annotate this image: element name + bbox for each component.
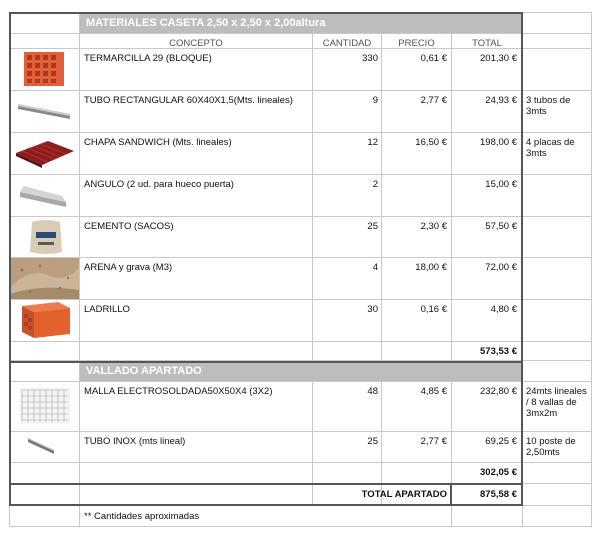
row-inox-note: 10 poste de 2,50mts (526, 436, 576, 458)
row-cemento-concepto: CEMENTO (SACOS) (84, 221, 174, 232)
row-malla-precio: 4,85 € (420, 386, 447, 397)
section1-frame (9, 12, 523, 363)
header-precio: PRECIO (398, 38, 435, 49)
row-chapa-precio: 16,50 € (415, 137, 447, 148)
row-malla-concepto: MALLA ELECTROSOLDADA50X50X4 (3X2) (84, 386, 273, 397)
row-inox-concepto: TUBO INOX (mts lineal) (84, 436, 186, 447)
grand-total-frame (9, 483, 523, 506)
row-arena-precio: 18,00 € (415, 262, 447, 273)
row-malla-cantidad: 48 (367, 386, 378, 397)
row-chapa-total: 198,00 € (480, 137, 517, 148)
footnote: ** Cantidades aproximadas (84, 511, 200, 522)
row-malla-total: 232,80 € (480, 386, 517, 397)
row-malla-note: 24mts lineales / 8 vallas de 3mx2m (526, 386, 587, 419)
header-concepto: CONCEPTO (169, 38, 223, 49)
row-arena-total: 72,00 € (485, 262, 517, 273)
row-inox-cantidad: 25 (367, 436, 378, 447)
row-angulo-concepto: ANGULO (2 ud. para hueco puerta) (84, 179, 234, 190)
subtotal-materiales: 573,53 € (480, 346, 517, 357)
row-tubo-rect-concepto: TUBO RECTANGULAR 60X40X1,5(Mts. lineales) (84, 95, 293, 106)
row-cemento-total: 57,50 € (485, 221, 517, 232)
row-arena-cantidad: 4 (372, 262, 378, 273)
row-angulo-total: 15,00 € (485, 179, 517, 190)
section-title-materiales: MATERIALES CASETA 2,50 x 2,50 x 2,00altura (80, 13, 522, 33)
row-ladrillo-concepto: LADRILLO (84, 304, 130, 315)
row-tubo-rect-cantidad: 9 (372, 95, 378, 106)
row-cemento-precio: 2,30 € (420, 221, 447, 232)
row-ladrillo-cantidad: 30 (367, 304, 378, 315)
subtotal-vallado: 302,05 € (480, 467, 517, 478)
row-termarcilla-concepto: TERMARCILLA 29 (BLOQUE) (84, 53, 212, 64)
row-tubo-rect-note: 3 tubos de 3mts (526, 95, 571, 117)
grand-total-label: TOTAL APARTADO (361, 489, 447, 500)
row-ladrillo-precio: 0,16 € (420, 304, 447, 315)
row-ladrillo-total: 4,80 € (490, 304, 517, 315)
section-title-vallado: VALLADO APARTADO (80, 361, 522, 381)
grand-total-value-frame (450, 483, 523, 506)
section2-frame (9, 361, 523, 485)
header-total: TOTAL (472, 38, 502, 49)
grid-line (9, 526, 592, 527)
row-tubo-rect-total: 24,93 € (485, 95, 517, 106)
row-termarcilla-cantidad: 330 (362, 53, 378, 64)
row-tubo-rect-precio: 2,77 € (420, 95, 447, 106)
row-chapa-note: 4 placas de 3mts (526, 137, 575, 159)
row-arena-concepto: ARENA y grava (M3) (84, 262, 173, 273)
row-chapa-cantidad: 12 (367, 137, 378, 148)
header-cantidad: CANTIDAD (322, 38, 372, 49)
grand-total-value: 875,58 € (480, 489, 517, 500)
row-cemento-cantidad: 25 (367, 221, 378, 232)
row-angulo-cantidad: 2 (372, 179, 378, 190)
row-termarcilla-precio: 0,61 € (420, 53, 447, 64)
row-inox-precio: 2,77 € (420, 436, 447, 447)
row-inox-total: 69,25 € (485, 436, 517, 447)
row-chapa-concepto: CHAPA SANDWICH (Mts. lineales) (84, 137, 232, 148)
row-termarcilla-total: 201,30 € (480, 53, 517, 64)
